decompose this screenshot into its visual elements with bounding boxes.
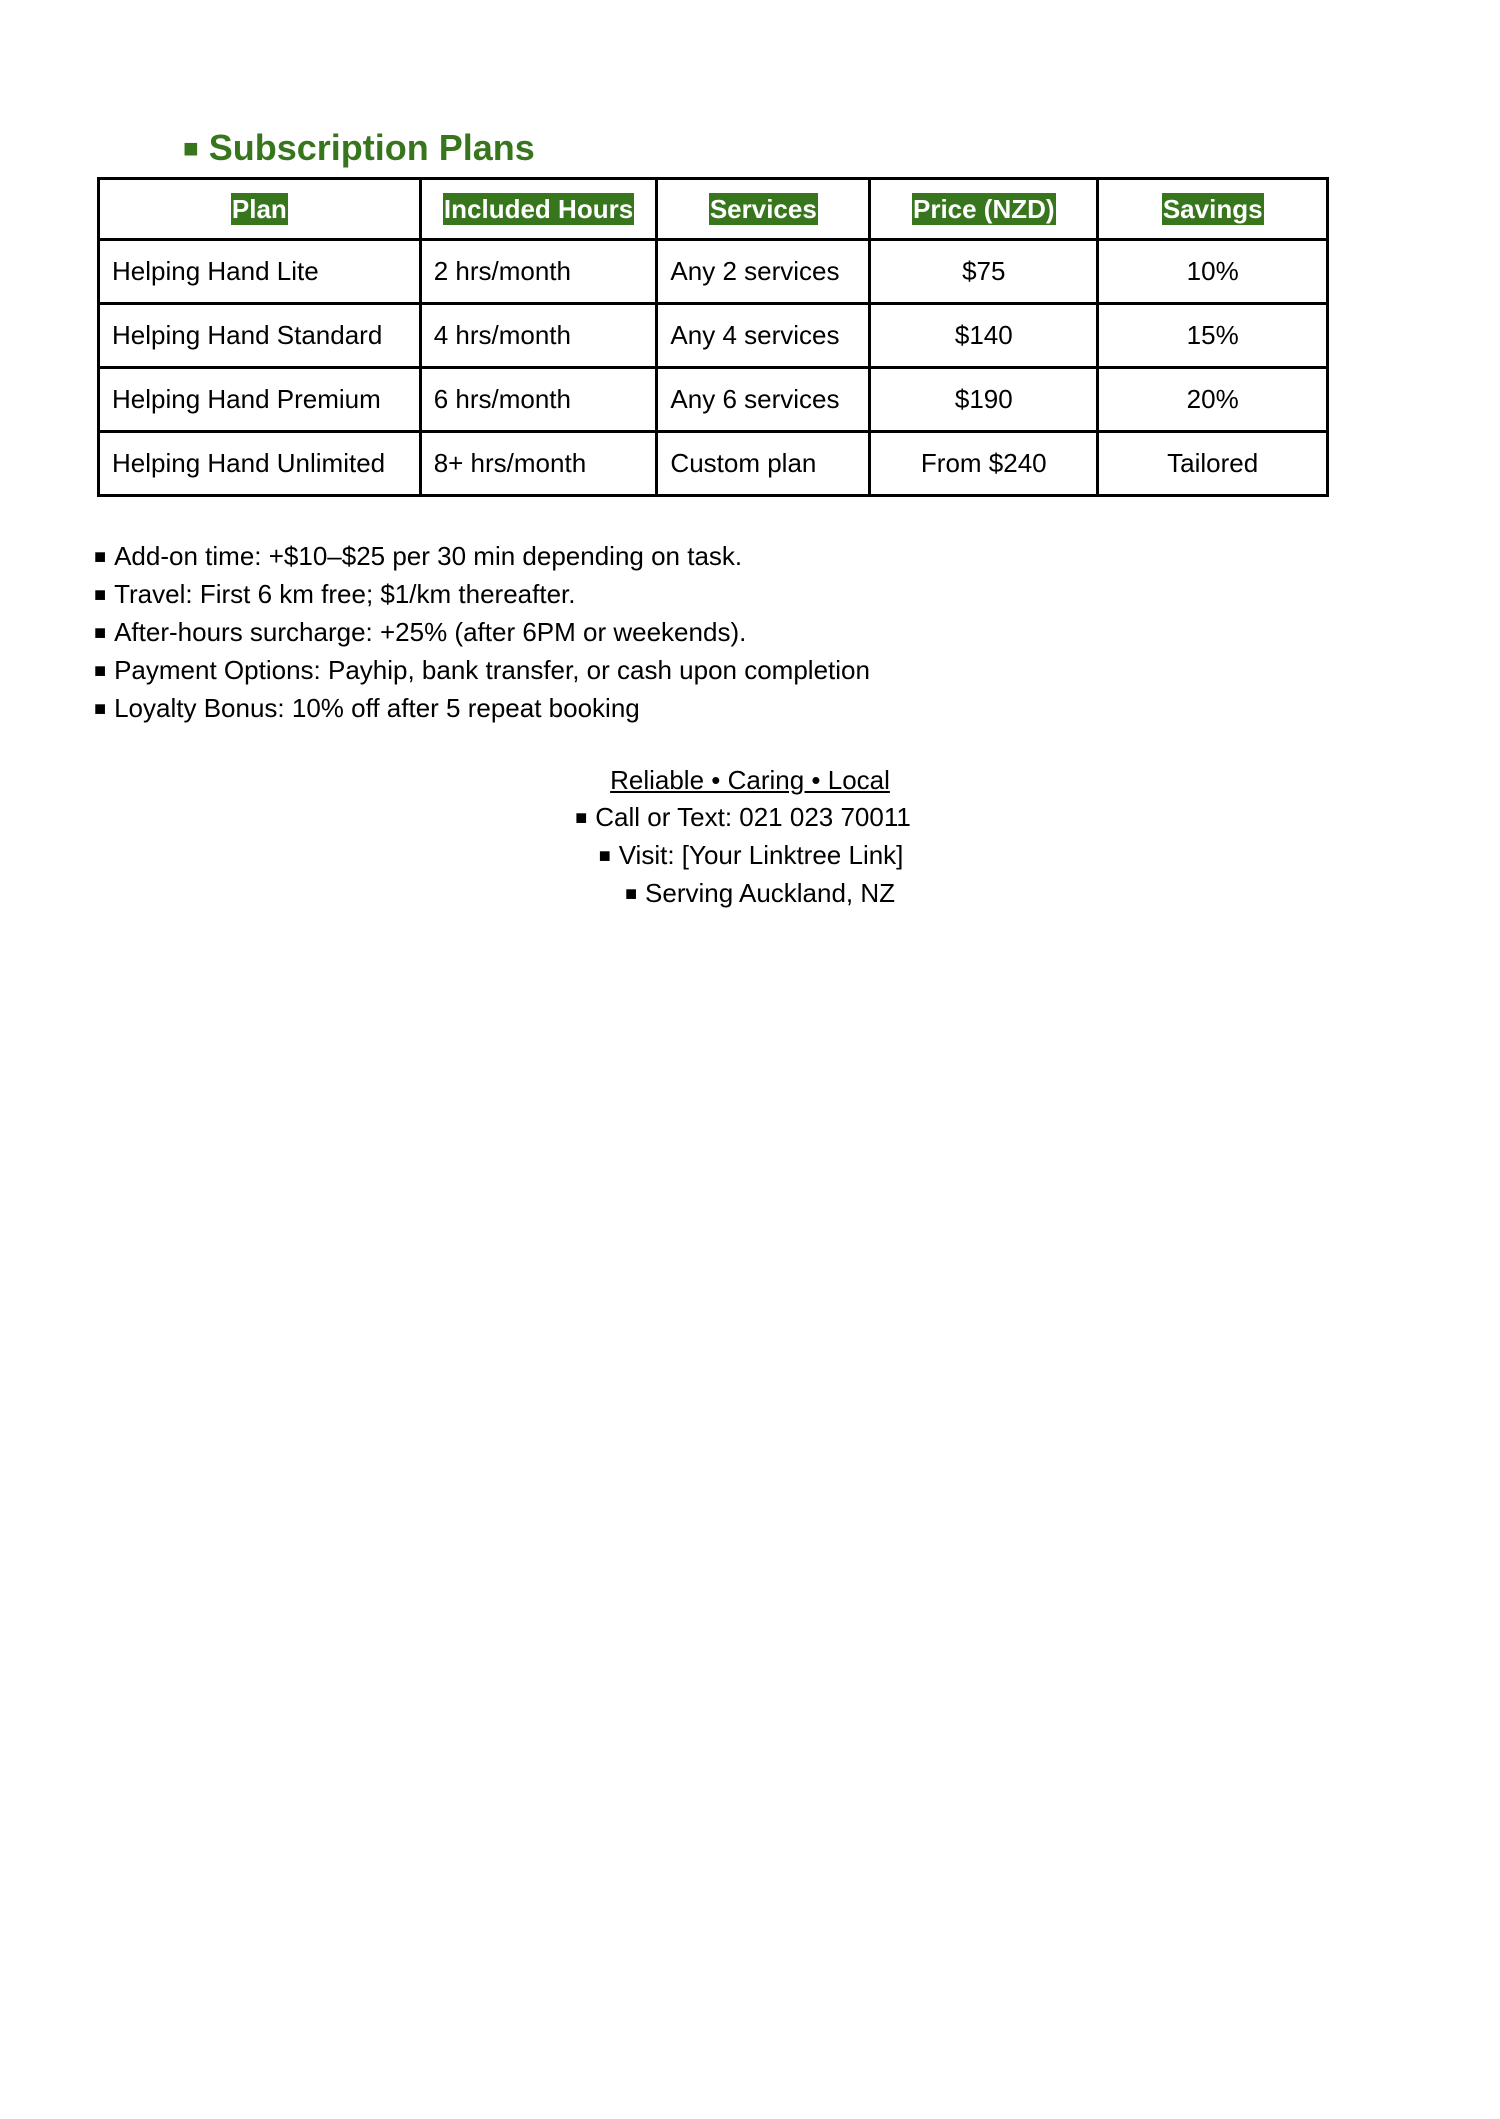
square-bullet-icon: ■ xyxy=(575,807,588,829)
cell-plan: Helping Hand Premium xyxy=(99,368,421,432)
cell-plan: Helping Hand Standard xyxy=(99,304,421,368)
cell-savings: 10% xyxy=(1098,240,1328,304)
cell-services: Any 2 services xyxy=(657,240,870,304)
header-plan: Plan xyxy=(99,179,421,240)
cell-savings: Tailored xyxy=(1098,432,1328,496)
page-title xyxy=(183,124,535,172)
title-bullet-icon: ■ xyxy=(183,133,199,163)
contact-visit: ■ Visit: [Your Linktree Link] xyxy=(598,840,904,870)
square-bullet-icon: ■ xyxy=(94,622,107,644)
cell-hours: 4 hrs/month xyxy=(420,304,657,368)
square-bullet-icon: ■ xyxy=(94,698,107,720)
square-bullet-icon: ■ xyxy=(94,546,107,568)
header-price: Price (NZD) xyxy=(870,179,1098,240)
cell-price: From $240 xyxy=(870,432,1098,496)
table-row xyxy=(99,368,1328,432)
contact-footer xyxy=(0,762,1500,913)
title-text: Subscription Plans xyxy=(208,127,535,168)
cell-hours: 6 hrs/month xyxy=(420,368,657,432)
cell-price: $140 xyxy=(870,304,1098,368)
square-bullet-icon: ■ xyxy=(624,883,638,905)
note-loyalty-bonus: ■ Loyalty Bonus: 10% off after 5 repeat booking xyxy=(94,693,640,723)
cell-savings: 15% xyxy=(1098,304,1328,368)
cell-price: $190 xyxy=(870,368,1098,432)
tagline: Reliable • Caring • Local xyxy=(610,765,890,795)
table-header-row xyxy=(99,179,1328,240)
cell-services: Any 6 services xyxy=(657,368,870,432)
table-row xyxy=(99,432,1328,496)
cell-savings: 20% xyxy=(1098,368,1328,432)
cell-plan: Helping Hand Lite xyxy=(99,240,421,304)
cell-plan: Helping Hand Unlimited xyxy=(99,432,421,496)
note-payment-options: ■ Payment Options: Payhip, bank transfer, or cash upon completion xyxy=(94,655,870,685)
cell-services: Any 4 services xyxy=(657,304,870,368)
square-bullet-icon: ■ xyxy=(94,584,107,606)
cell-hours: 8+ hrs/month xyxy=(420,432,657,496)
pricing-notes-list xyxy=(94,538,870,728)
square-bullet-icon: ■ xyxy=(94,660,107,682)
table-row xyxy=(99,240,1328,304)
cell-hours: 2 hrs/month xyxy=(420,240,657,304)
note-travel: ■ Travel: First 6 km free; $1/km thereafter. xyxy=(94,579,576,609)
service-area: ■ Serving Auckland, NZ xyxy=(624,878,896,908)
table-row xyxy=(99,304,1328,368)
header-savings: Savings xyxy=(1098,179,1328,240)
cell-services: Custom plan xyxy=(657,432,870,496)
cell-price: $75 xyxy=(870,240,1098,304)
note-after-hours: ■ After-hours surcharge: +25% (after 6PM or weekends). xyxy=(94,617,747,647)
note-add-on-time: ■ Add-on time: +$10–$25 per 30 min depending on task. xyxy=(94,541,743,571)
header-included-hours: Included Hours xyxy=(420,179,657,240)
subscription-plans-table xyxy=(97,177,1329,497)
header-services: Services xyxy=(657,179,870,240)
square-bullet-icon: ■ xyxy=(598,845,611,867)
contact-phone: ■ Call or Text: 021 023 70011 xyxy=(575,802,911,832)
